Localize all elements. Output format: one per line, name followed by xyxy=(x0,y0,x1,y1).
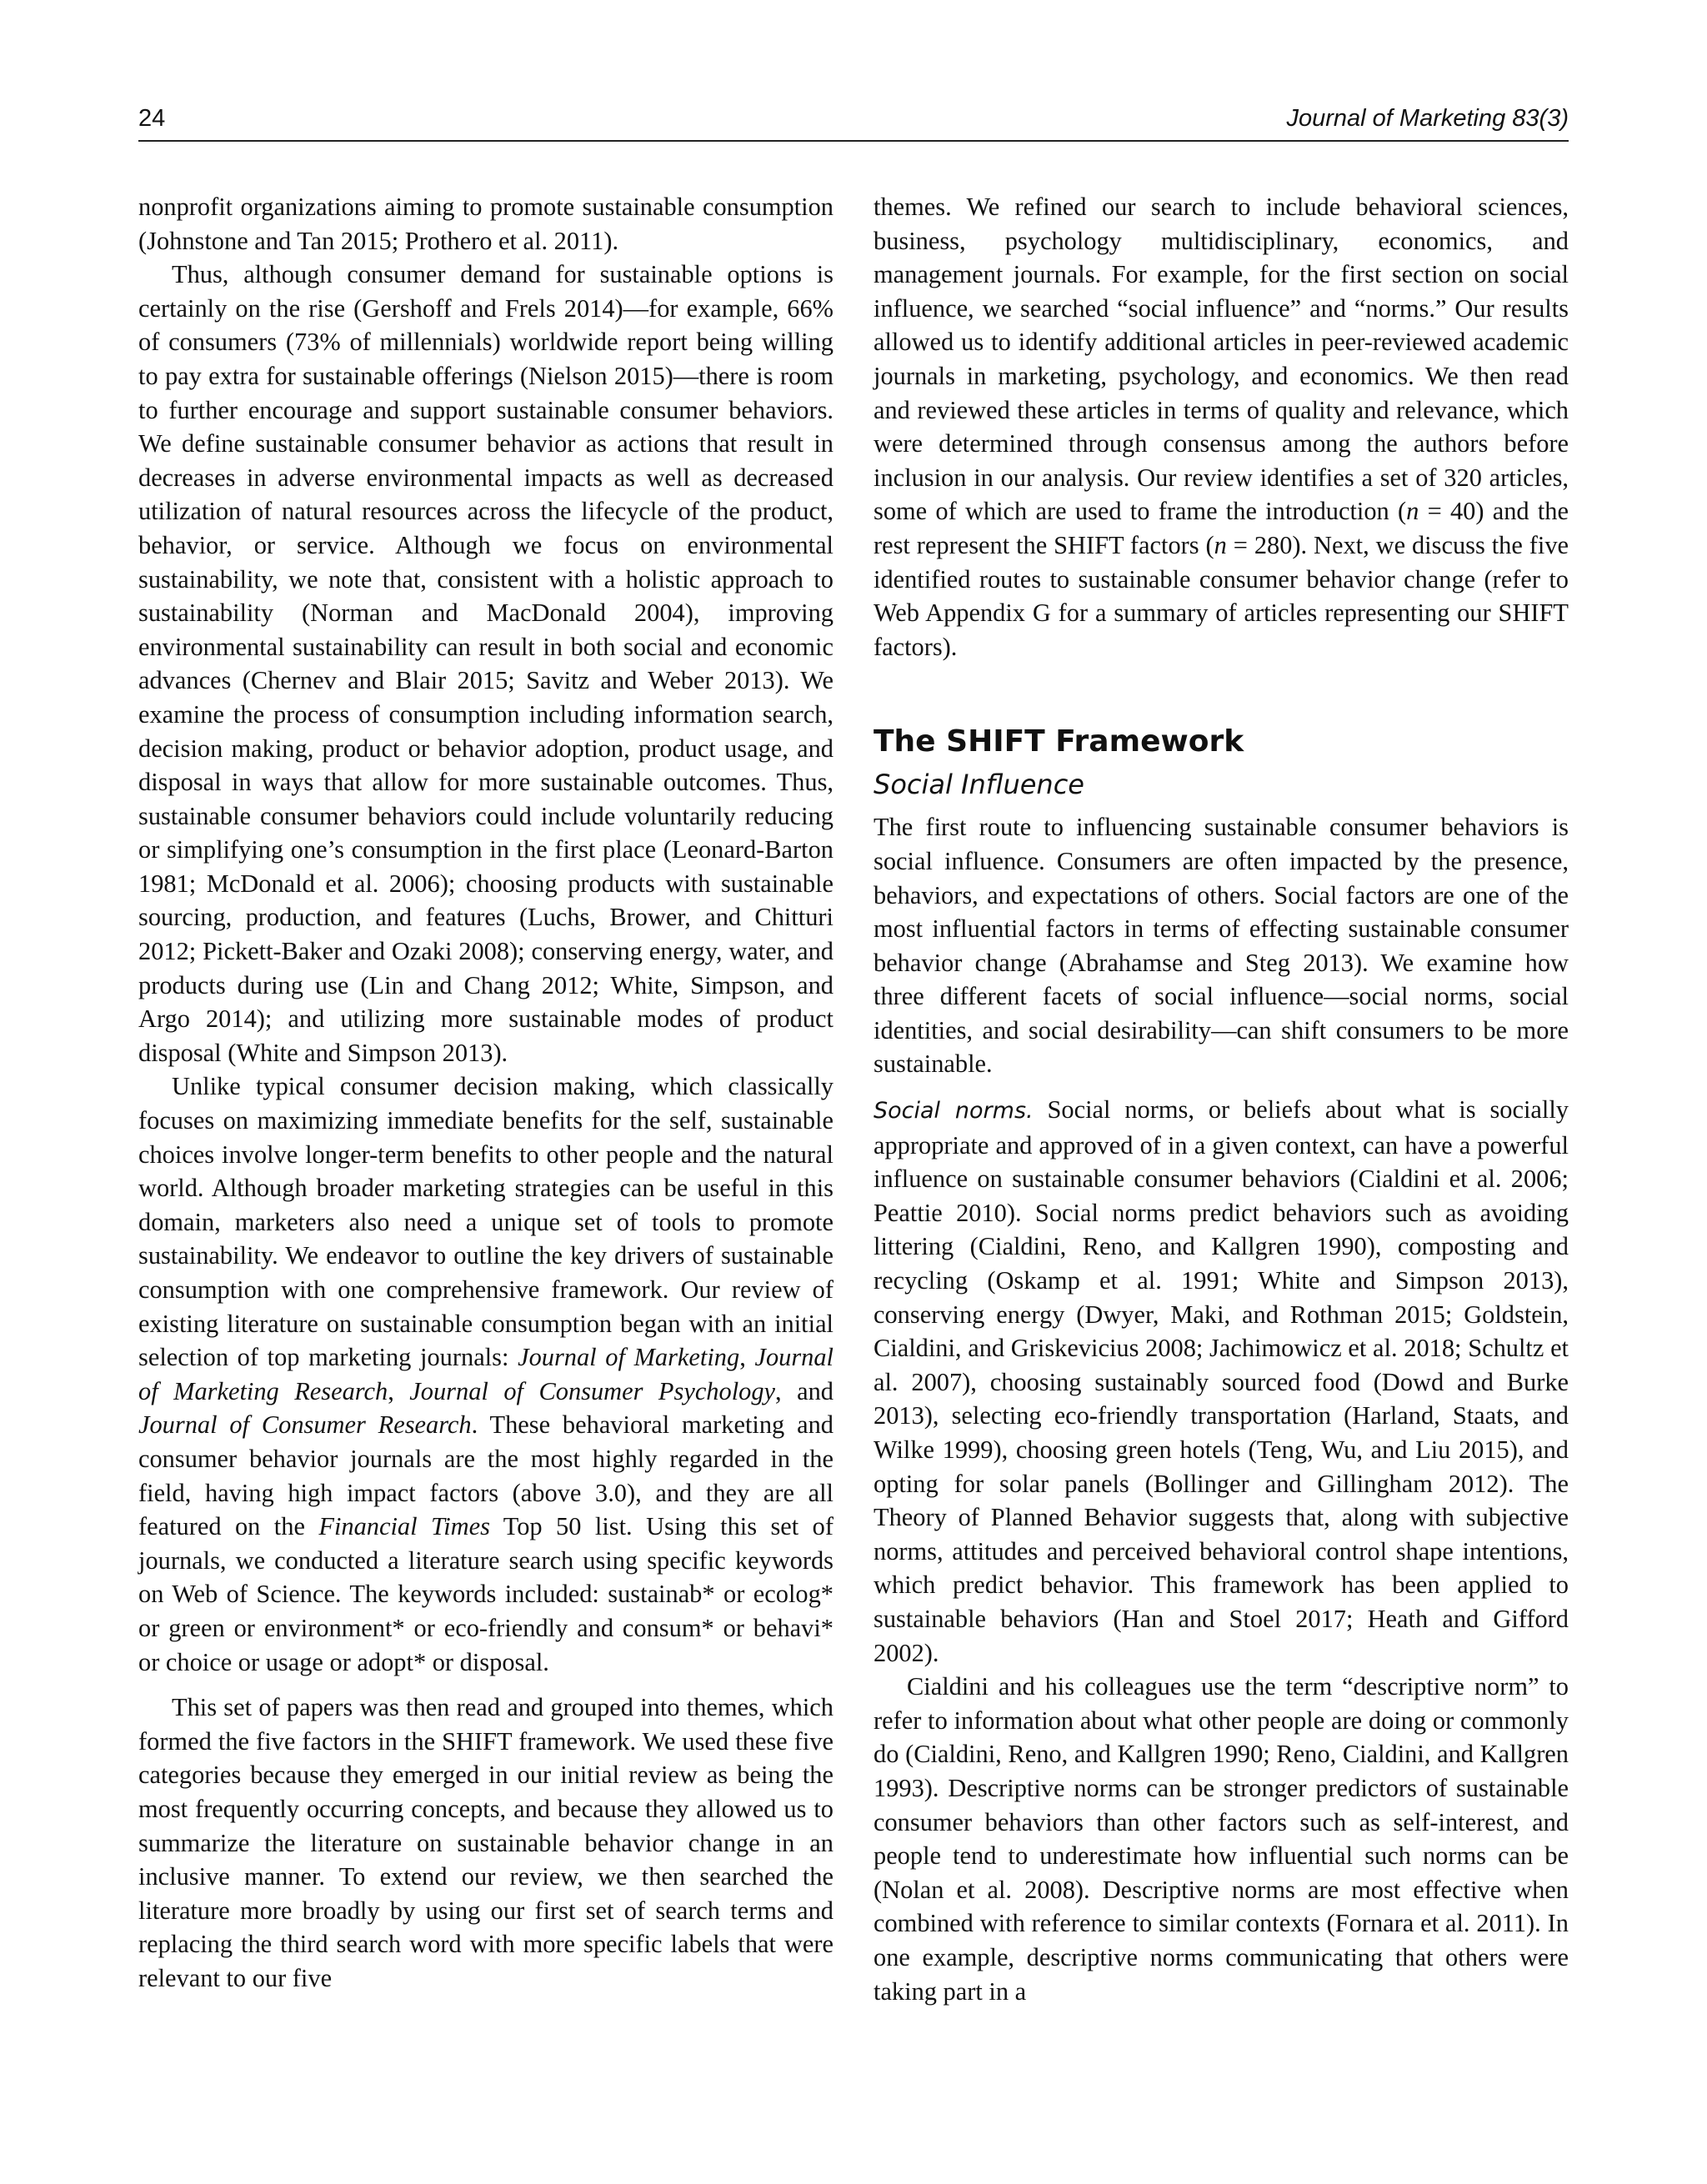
subsection-heading: Social Influence xyxy=(874,769,1084,801)
right-paragraph-2: The first route to influencing sustainable consumer behaviors is social influence. Consumers are often impacted by the presence, behaviors, and expectations of others. Social factors are one of the most influential factors in terms of effecting sustainable consumer behavior change (Abrahamse and Steg 2013). We examine how three different facets of social influence—social norms, social identities, and social desirability—can shift consumers to be more sustainable. xyxy=(874,813,1569,1079)
running-header xyxy=(138,102,1569,142)
right-paragraph-3 xyxy=(874,1093,1569,1670)
journal-name-2: Journal of Marketing Research xyxy=(138,1343,833,1405)
separator-1: , xyxy=(739,1343,755,1372)
left-paragraph-2: Thus, although consumer demand for sustainable options is certainly on the rise (Gershoff and Frels 2014)—for example, 66% of consumers (73% of millennials) worldwide report being willing to pay extra for sustainable offerings (Nielson 2015)—there is room to further encourage and support sustainable consumer behaviors. We define sustainable consumer behavior as actions that result in decreases in adverse environmental impacts as well as decreased utilization of natural resources across the lifecycle of the product, behavior, or service. Although we focus on environmental sustainability, we note that, consistent with a holistic approach to sustainability (Norman and MacDonald 2004), improving environmental sustainability can result in both social and economic advances (Chernev and Blair 2015; Savitz and Weber 2013). We examine the process of consumption including information search, decision making, product or behavior adoption, product usage, and disposal in ways that allow for more sustainable outcomes. Thus, sustainable consumer behaviors could include voluntarily reducing or simplifying one’s consumption in the first place (Leonard-Barton 1981; McDonald et al. 2006); choosing products with sustainable sourcing, production, and features (Luchs, Brower, and Chitturi 2012; Pickett-Baker and Ozaki 2008); conserving energy, water, and products during use (Lin and Chang 2012; White, Simpson, and Argo 2014); and utilizing more sustainable modes of product disposal (White and Simpson 2013). xyxy=(138,260,833,1067)
p3-text-c: Top 50 list. Using this set of journals, we conducted a literature search using specific keywords on Web of Science. The keywords included: sustainab* or ecolog* or green or environment* or eco-friendly and consum* or behavi* or choice or usage or adopt* or disposal. xyxy=(138,1512,833,1676)
separator-3: , and xyxy=(775,1376,833,1405)
page-number: 24 xyxy=(138,105,166,132)
p3-text-b: . These behavioral marketing and consumer behavior journals are the most highly regarded in the field, having high impact factors (above 3.0), and they are all featured on the xyxy=(138,1410,833,1541)
paragraph-heading: Social norms. xyxy=(874,1098,1034,1125)
right-paragraph-4: Cialdini and his colleagues use the term “descriptive norm” to refer to information about what other people are doing or commonly do (Cialdini, Reno, and Kallgren 1990; Reno, Cialdini, and Kallgren 1993). Descriptive norms can be stronger predictors of sustainable consumer behaviors than other factors such as self-interest, and people tend to underestimate how influential such norms can be (Nolan et al. 2008). Descriptive norms are most effective when combined with reference to similar contexts (Fornara et al. 2011). In one example, descriptive norms communicating that others were taking part in a xyxy=(874,1672,1569,2006)
n2-value: = 280). Next, we discuss the five identified routes to sustainable consumer behavior change (refer to Web Appendix G for a summary of articles representing our SHIFT factors). xyxy=(874,530,1569,661)
left-paragraph-4: This set of papers was then read and grouped into themes, which formed the five factors in the SHIFT framework. We used these five categories because they emerged in our initial review as being the most frequently occurring concepts, and because they allowed us to summarize the literature on sustainable behavior change in an inclusive manner. To extend our review, we then searched the literature more broadly by using our first set of search terms and replacing the third search word with more specific labels that were relevant to our five xyxy=(138,1693,833,1992)
p1-text-a: themes. We refined our search to include behavioral sciences, business, psychology multidisciplinary, economics, and management journals. For example, for the first section on social influence, we searched “social influence” and “norms.” Our results allowed us to identify additional articles in peer-reviewed academic journals in marketing, psychology, and economics. We then read and reviewed these articles in terms of quality and relevance, which were determined through consensus among the authors before inclusion in our analysis. Our review identifies a set of 320 articles, some of which are used to frame the introduction ( xyxy=(874,193,1569,526)
journal-name-4: Journal of Consumer Research xyxy=(138,1410,472,1440)
n-symbol-1: n xyxy=(1406,497,1419,526)
separator-2: , xyxy=(388,1376,410,1405)
left-column xyxy=(138,190,833,1995)
p3-body: Social norms, or beliefs about what is socially appropriate and approved of in a given context, can have a powerful influence on sustainable consumer behaviors (Cialdini et al. 2006; Peattie 2010). Social norms predict behaviors such as avoiding littering (Cialdini, Reno, and Kallgren 1990), composting and recycling (Oskamp et al. 1991; White and Simpson 2013), conserving energy (Dwyer, Maki, and Rothman 2015; Goldstein, Cialdini, and Griskevicius 2008; Jachimowicz et al. 2018; Schultz et al. 2007), choosing sustainably sourced food (Dowd and Burke 2013), selecting eco-friendly transportation (Harland, Staats, and Wilke 1999), choosing green hotels (Teng, Wu, and Liu 2015), and opting for solar panels (Bollinger and Gillingham 2012). The Theory of Planned Behavior suggests that, along with subjective norms, attitudes and perceived behavioral control shape intentions, which predict behavior. This framework has been applied to sustainable behaviors (Han and Stoel 2017; Heath and Gifford 2002). xyxy=(874,1095,1569,1667)
n-symbol-2: n xyxy=(1214,530,1227,559)
journal-reference: Journal of Marketing 83(3) xyxy=(1286,105,1569,132)
section-heading: The SHIFT Framework xyxy=(874,724,1244,759)
left-paragraph-1: nonprofit organizations aiming to promote sustainable consumption (Johnstone and Tan 2015; Prothero et al. 2011). xyxy=(138,193,833,255)
journal-name-1: Journal of Marketing xyxy=(518,1343,740,1372)
right-column xyxy=(874,190,1569,2008)
left-paragraph-3 xyxy=(138,1069,833,1679)
p3-text-a: Unlike typical consumer decision making, which classically focuses on maximizing immediate benefits for the self, sustainable choices involve longer-term benefits to other people and the natural world. Although broader marketing strategies can be useful in this domain, marketers also need a unique set of tools to promote sustainability. We endeavor to outline the key drivers of sustainable consumption with one comprehensive framework. Our review of existing literature on sustainable consumption began with an initial selection of top marketing journals: xyxy=(138,1072,833,1372)
financial-times: Financial Times xyxy=(318,1512,490,1541)
journal-name-3: Journal of Consumer Psychology xyxy=(409,1376,776,1405)
right-paragraph-1 xyxy=(874,190,1569,664)
n1-value: = 40) and the rest represent the SHIFT factors ( xyxy=(874,497,1569,559)
